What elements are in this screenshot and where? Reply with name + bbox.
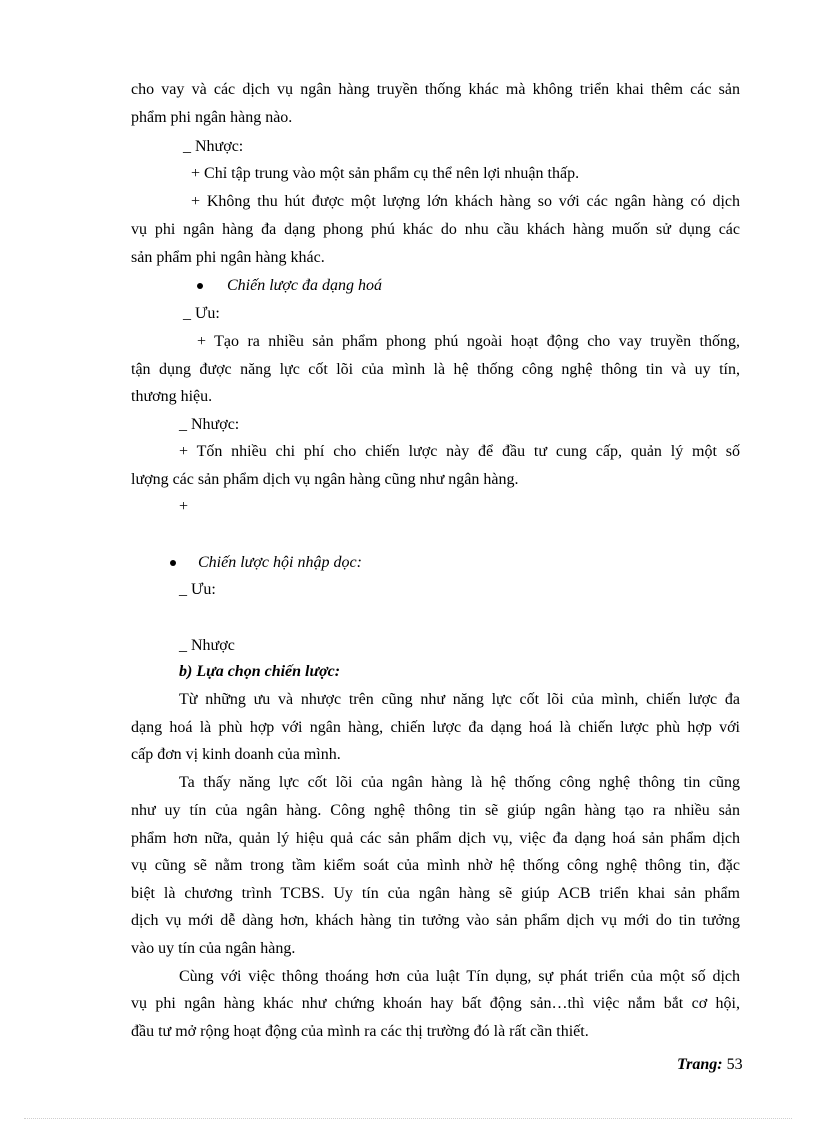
strategy-heading: Chiến lược hội nhập dọc:	[198, 554, 362, 571]
bullet-icon	[170, 560, 176, 566]
page-bottom-divider	[24, 1118, 792, 1119]
paragraph-line: phẩm hơn nữa, quản lý hiệu quả các sản phẩm dịch vụ, việc đa dạng hoá sản phẩm dịch	[131, 830, 740, 847]
paragraph-line: phẩm phi ngân hàng nào.	[131, 109, 293, 126]
paragraph-line: Từ những ưu và nhược trên cũng như năng lực cốt lõi của mình, chiến lược đa	[179, 691, 740, 708]
pros-label: _ Ưu:	[179, 581, 216, 598]
paragraph-line: như uy tín của ngân hàng. Công nghệ thông tin sẽ giúp ngân hàng tạo ra nhiều sản	[131, 802, 740, 819]
list-item: +	[179, 498, 189, 515]
list-item: + Chỉ tập trung vào một sản phẩm cụ thể nên lợi nhuận thấp.	[191, 165, 580, 182]
page-label: Trang:	[677, 1056, 723, 1073]
paragraph-line: Cùng với việc thông thoáng hơn của luật Tín dụng, sự phát triển của một số dịch	[179, 968, 740, 985]
section-heading: b) Lựa chọn chiến lược:	[179, 663, 341, 680]
paragraph-line: lượng các sản phẩm dịch vụ ngân hàng cũng như ngân hàng.	[131, 471, 519, 488]
paragraph-line: tận dụng được năng lực cốt lõi của mình là hệ thống công nghệ thông tin và uy tín,	[131, 361, 740, 378]
strategy-heading: Chiến lược đa dạng hoá	[227, 277, 383, 294]
paragraph-line: cấp đơn vị kinh doanh của mình.	[131, 746, 341, 763]
list-item: + Tốn nhiều chi phí cho chiến lược này để đầu tư cung cấp, quản lý một số	[179, 443, 740, 460]
list-item: + Không thu hút được một lượng lớn khách hàng so với các ngân hàng có dịch	[191, 193, 740, 210]
pros-label: _ Ưu:	[183, 305, 220, 322]
paragraph-line: vụ cũng sẽ nằm trong tầm kiểm soát của mình nhờ hệ thống công nghệ thông tin, đặc	[131, 857, 740, 874]
cons-label: _ Nhược	[179, 637, 235, 654]
paragraph-line: vụ phi ngân hàng khác như chứng khoán hay bất động sản…thì việc nắm bắt cơ hội,	[131, 995, 740, 1012]
paragraph-line: đầu tư mở rộng hoạt động của mình ra các thị trường đó là rất cần thiết.	[131, 1023, 589, 1040]
cons-label: _ Nhược:	[183, 138, 244, 155]
paragraph-line: vụ phi ngân hàng đa dạng phong phú khác do nhu cầu khách hàng muốn sử dụng các	[131, 221, 740, 238]
cons-label: _ Nhược:	[179, 416, 240, 433]
paragraph-line: biệt là chương trình TCBS. Uy tín của ngân hàng sẽ giúp ACB triển khai sản phẩm	[131, 885, 740, 902]
paragraph-line: sản phẩm phi ngân hàng khác.	[131, 249, 325, 266]
bullet-icon	[197, 283, 203, 289]
paragraph-line: dịch vụ mới dễ dàng hơn, khách hàng tin tưởng vào sản phẩm dịch vụ mới do tin tưởng	[131, 912, 740, 929]
page-number	[677, 1055, 743, 1075]
page-number-value: 53	[726, 1056, 743, 1073]
paragraph-line: dạng hoá là phù hợp với ngân hàng, chiến lược đa dạng hoá là chiến lược phù hợp với	[131, 719, 740, 736]
paragraph-line: cho vay và các dịch vụ ngân hàng truyền thống khác mà không triển khai thêm các sản	[131, 81, 740, 98]
paragraph-line: Ta thấy năng lực cốt lõi của ngân hàng là hệ thống công nghệ thông tin cũng	[179, 774, 740, 791]
paragraph-line: thương hiệu.	[131, 388, 213, 405]
paragraph-line: vào uy tín của ngân hàng.	[131, 940, 296, 957]
list-item: + Tạo ra nhiều sản phẩm phong phú ngoài hoạt động cho vay truyền thống,	[197, 333, 740, 350]
